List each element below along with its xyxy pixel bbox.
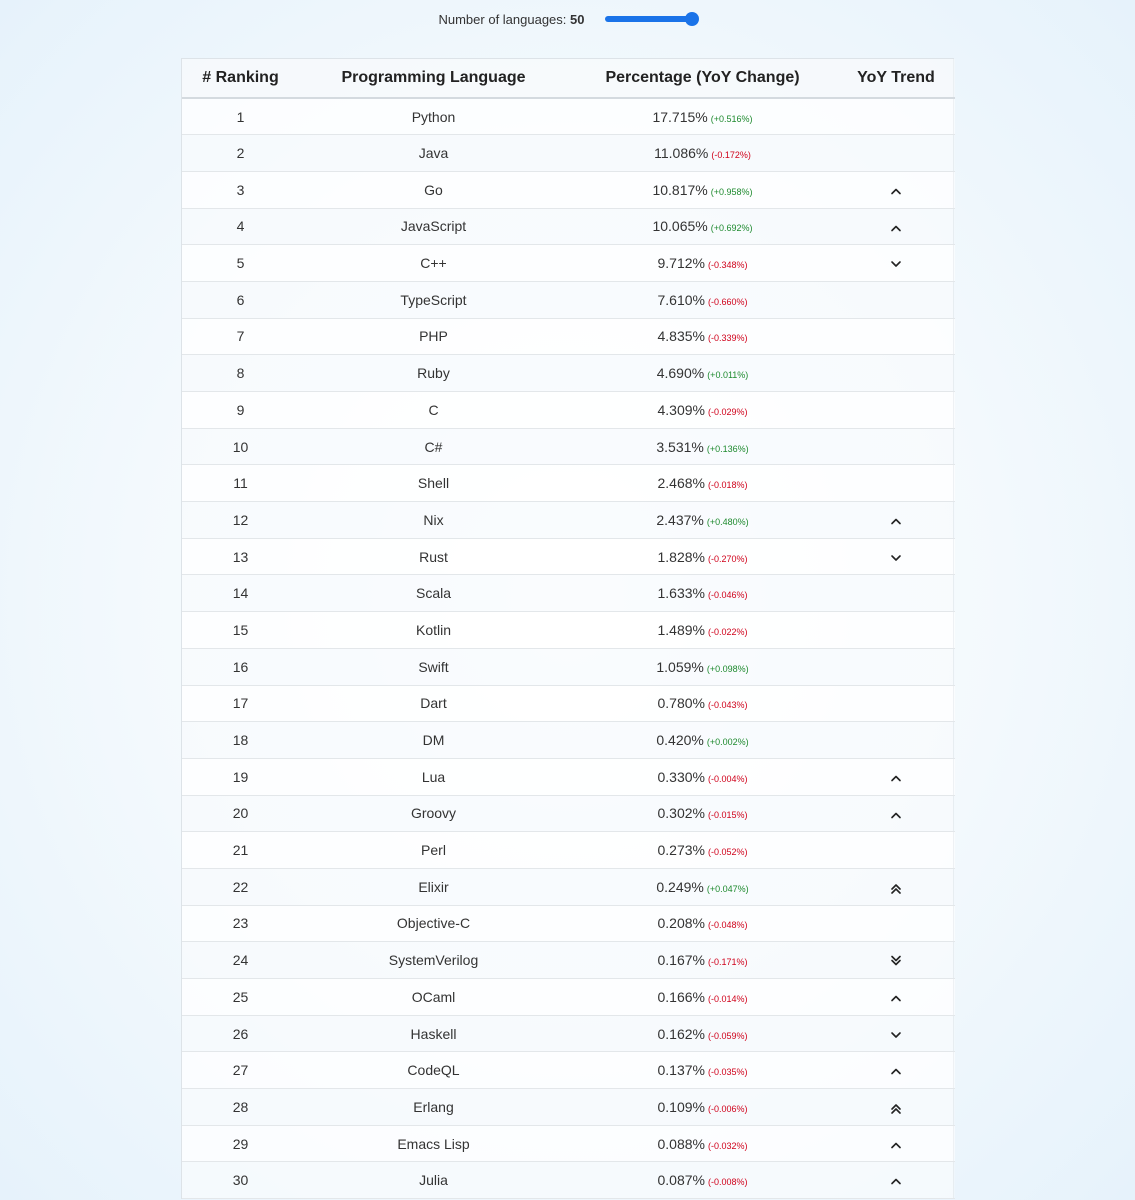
percentage-value: 0.087%: [657, 1172, 705, 1189]
table-row: [182, 1125, 955, 1162]
percentage-value: 10.065%: [652, 218, 708, 235]
chevron-down-icon: [889, 1028, 903, 1042]
percentage-value: 0.137%: [657, 1062, 705, 1079]
yoy-change-value: (-0.014%): [707, 993, 748, 1004]
yoy-change-value: (-0.046%): [707, 590, 748, 601]
trend-cell: [837, 1162, 955, 1199]
percentage-cell: [568, 355, 837, 392]
rank-cell: 6: [182, 281, 299, 318]
rank-cell: 10: [182, 428, 299, 465]
percentage-cell: [568, 281, 837, 318]
yoy-change-value: (-0.006%): [707, 1103, 748, 1114]
rank-cell: 19: [182, 758, 299, 795]
language-cell: Perl: [299, 832, 568, 869]
chevron-up-icon: [889, 514, 903, 528]
ranking-table-container: [181, 58, 954, 1199]
language-cell: Objective-C: [299, 905, 568, 942]
percentage-cell: [568, 245, 837, 282]
table-row: [182, 795, 955, 832]
rank-cell: 8: [182, 355, 299, 392]
language-count-label: [438, 12, 584, 27]
percentage-value: 0.330%: [657, 768, 705, 785]
table-row: [182, 465, 955, 502]
double-chevron-up-icon: [889, 1101, 903, 1115]
language-cell: C++: [299, 245, 568, 282]
rank-cell: 26: [182, 1015, 299, 1052]
percentage-value: 1.633%: [657, 585, 705, 602]
language-cell: JavaScript: [299, 208, 568, 245]
header-trend[interactable]: YoY Trend: [837, 59, 955, 98]
chevron-up-icon: [889, 221, 903, 235]
yoy-change-value: (+0.002%): [706, 737, 749, 748]
rank-cell: 7: [182, 318, 299, 355]
chevron-up-icon: [889, 1174, 903, 1188]
language-cell: Elixir: [299, 868, 568, 905]
chevron-up-icon: [889, 808, 903, 822]
percentage-cell: [568, 1089, 837, 1126]
yoy-change-value: (-0.172%): [711, 150, 751, 161]
trend-cell: [837, 722, 955, 759]
trend-cell: [837, 979, 955, 1016]
language-cell: Swift: [299, 648, 568, 685]
percentage-value: 1.489%: [657, 621, 705, 638]
trend-cell: [837, 832, 955, 869]
percentage-cell: [568, 612, 837, 649]
percentage-value: 0.088%: [657, 1135, 705, 1152]
yoy-change-value: (-0.052%): [707, 847, 748, 858]
yoy-change-value: (-0.018%): [707, 480, 748, 491]
language-cell: Julia: [299, 1162, 568, 1199]
percentage-cell: [568, 135, 837, 172]
language-cell: DM: [299, 722, 568, 759]
rank-cell: 20: [182, 795, 299, 832]
trend-cell: [837, 648, 955, 685]
percentage-cell: [568, 832, 837, 869]
rank-cell: 21: [182, 832, 299, 869]
language-cell: Erlang: [299, 1089, 568, 1126]
trend-cell: [837, 281, 955, 318]
percentage-value: 0.249%: [656, 878, 704, 895]
yoy-change-value: (+0.136%): [706, 443, 749, 454]
chevron-up-icon: [889, 1138, 903, 1152]
percentage-value: 0.780%: [657, 695, 705, 712]
percentage-cell: [568, 465, 837, 502]
slider-thumb[interactable]: [685, 12, 699, 26]
table-row: [182, 868, 955, 905]
trend-cell: [837, 942, 955, 979]
percentage-value: 2.437%: [656, 511, 704, 528]
table-row: [182, 942, 955, 979]
percentage-cell: [568, 98, 837, 135]
yoy-change-value: (-0.339%): [707, 333, 748, 344]
table-row: [182, 1089, 955, 1126]
trend-cell: [837, 171, 955, 208]
double-chevron-up-icon: [889, 881, 903, 895]
trend-cell: [837, 868, 955, 905]
trend-cell: [837, 1125, 955, 1162]
table-row: [182, 171, 955, 208]
percentage-cell: [568, 392, 837, 429]
table-row: [182, 318, 955, 355]
trend-cell: [837, 538, 955, 575]
language-count-label-text: Number of languages:: [438, 11, 567, 27]
yoy-change-value: (+0.480%): [706, 516, 749, 527]
language-cell: TypeScript: [299, 281, 568, 318]
rank-cell: 12: [182, 502, 299, 539]
rank-cell: 2: [182, 135, 299, 172]
language-cell: OCaml: [299, 979, 568, 1016]
percentage-cell: [568, 428, 837, 465]
percentage-value: 0.273%: [657, 842, 705, 859]
percentage-cell: [568, 942, 837, 979]
table-row: [182, 502, 955, 539]
language-cell: Python: [299, 98, 568, 135]
rank-cell: 22: [182, 868, 299, 905]
percentage-cell: [568, 502, 837, 539]
percentage-cell: [568, 208, 837, 245]
table-row: [182, 832, 955, 869]
language-cell: Rust: [299, 538, 568, 575]
percentage-value: 9.712%: [657, 255, 705, 272]
trend-cell: [837, 612, 955, 649]
rank-cell: 27: [182, 1052, 299, 1089]
header-percentage[interactable]: Percentage (YoY Change): [568, 59, 837, 98]
percentage-value: 0.162%: [657, 1025, 705, 1042]
yoy-change-value: (+0.011%): [707, 370, 749, 381]
table-row: [182, 612, 955, 649]
rank-cell: 29: [182, 1125, 299, 1162]
percentage-value: 0.167%: [657, 952, 705, 969]
rank-cell: 14: [182, 575, 299, 612]
yoy-change-value: (-0.035%): [707, 1067, 748, 1078]
percentage-cell: [568, 575, 837, 612]
yoy-change-value: (-0.048%): [707, 920, 748, 931]
table-row: [182, 208, 955, 245]
trend-cell: [837, 758, 955, 795]
rank-cell: 16: [182, 648, 299, 685]
rank-cell: 13: [182, 538, 299, 575]
percentage-value: 0.166%: [657, 988, 705, 1005]
table-row: [182, 575, 955, 612]
percentage-value: 3.531%: [656, 438, 704, 455]
language-cell: Go: [299, 171, 568, 208]
percentage-cell: [568, 758, 837, 795]
trend-cell: [837, 135, 955, 172]
percentage-value: 0.302%: [657, 805, 705, 822]
percentage-cell: [568, 1052, 837, 1089]
yoy-change-value: (-0.660%): [707, 296, 748, 307]
rank-cell: 9: [182, 392, 299, 429]
language-cell: Groovy: [299, 795, 568, 832]
percentage-cell: [568, 1162, 837, 1199]
table-row: [182, 979, 955, 1016]
table-row: [182, 538, 955, 575]
header-ranking[interactable]: # Ranking: [182, 59, 299, 98]
percentage-value: 11.086%: [654, 145, 709, 162]
trend-cell: [837, 392, 955, 429]
percentage-cell: [568, 722, 837, 759]
table-row: [182, 1015, 955, 1052]
percentage-cell: [568, 538, 837, 575]
percentage-value: 17.715%: [652, 108, 708, 125]
yoy-change-value: (-0.270%): [707, 553, 748, 564]
yoy-change-value: (-0.008%): [707, 1177, 748, 1188]
percentage-cell: [568, 318, 837, 355]
table-row: [182, 281, 955, 318]
percentage-cell: [568, 171, 837, 208]
rank-cell: 23: [182, 905, 299, 942]
language-count-slider[interactable]: [605, 12, 697, 26]
yoy-change-value: (-0.348%): [707, 260, 748, 271]
language-cell: CodeQL: [299, 1052, 568, 1089]
percentage-cell: [568, 979, 837, 1016]
language-cell: Nix: [299, 502, 568, 539]
yoy-change-value: (+0.098%): [706, 663, 749, 674]
yoy-change-value: (-0.022%): [707, 626, 748, 637]
language-cell: Emacs Lisp: [299, 1125, 568, 1162]
trend-cell: [837, 318, 955, 355]
percentage-value: 1.828%: [657, 548, 705, 565]
table-row: [182, 428, 955, 465]
table-row: [182, 135, 955, 172]
percentage-cell: [568, 905, 837, 942]
language-cell: Java: [299, 135, 568, 172]
trend-cell: [837, 1089, 955, 1126]
trend-cell: [837, 355, 955, 392]
table-row: [182, 685, 955, 722]
percentage-value: 0.109%: [657, 1098, 705, 1115]
rank-cell: 25: [182, 979, 299, 1016]
rank-cell: 5: [182, 245, 299, 282]
trend-cell: [837, 245, 955, 282]
language-cell: C: [299, 392, 568, 429]
percentage-cell: [568, 1125, 837, 1162]
percentage-cell: [568, 868, 837, 905]
rank-cell: 17: [182, 685, 299, 722]
rank-cell: 15: [182, 612, 299, 649]
header-language[interactable]: Programming Language: [299, 59, 568, 98]
language-cell: PHP: [299, 318, 568, 355]
double-chevron-down-icon: [889, 954, 903, 968]
trend-cell: [837, 208, 955, 245]
yoy-change-value: (+0.516%): [710, 113, 753, 124]
yoy-change-value: (-0.004%): [707, 773, 748, 784]
language-cell: Scala: [299, 575, 568, 612]
yoy-change-value: (-0.032%): [707, 1140, 748, 1151]
yoy-change-value: (-0.059%): [707, 1030, 748, 1041]
table-row: [182, 392, 955, 429]
percentage-cell: [568, 1015, 837, 1052]
yoy-change-value: (-0.015%): [707, 810, 748, 821]
table-row: [182, 355, 955, 392]
table-row: [182, 98, 955, 135]
percentage-value: 0.208%: [657, 915, 705, 932]
yoy-change-value: (+0.958%): [710, 186, 753, 197]
percentage-value: 1.059%: [656, 658, 704, 675]
ranking-table: [182, 59, 955, 1199]
trend-cell: [837, 98, 955, 135]
percentage-value: 4.309%: [657, 401, 705, 418]
yoy-change-value: (-0.029%): [707, 406, 748, 417]
trend-cell: [837, 685, 955, 722]
table-row: [182, 1162, 955, 1199]
yoy-change-value: (-0.043%): [707, 700, 748, 711]
percentage-value: 7.610%: [657, 291, 705, 308]
trend-cell: [837, 1052, 955, 1089]
rank-cell: 1: [182, 98, 299, 135]
trend-cell: [837, 795, 955, 832]
percentage-value: 2.468%: [657, 475, 705, 492]
language-cell: Dart: [299, 685, 568, 722]
table-row: [182, 758, 955, 795]
yoy-change-value: (-0.171%): [707, 957, 748, 968]
language-cell: C#: [299, 428, 568, 465]
percentage-value: 4.690%: [656, 365, 705, 382]
trend-cell: [837, 905, 955, 942]
percentage-value: 10.817%: [652, 181, 708, 198]
table-body: [182, 98, 955, 1199]
percentage-cell: [568, 648, 837, 685]
chevron-up-icon: [889, 184, 903, 198]
chevron-down-icon: [889, 551, 903, 565]
rank-cell: 11: [182, 465, 299, 502]
slider-track[interactable]: [605, 16, 697, 22]
percentage-value: 0.420%: [656, 732, 704, 749]
yoy-change-value: (+0.047%): [706, 883, 749, 894]
rank-cell: 18: [182, 722, 299, 759]
table-row: [182, 1052, 955, 1089]
table-row: [182, 905, 955, 942]
trend-cell: [837, 1015, 955, 1052]
language-cell: Kotlin: [299, 612, 568, 649]
language-cell: SystemVerilog: [299, 942, 568, 979]
controls-bar: [0, 0, 1135, 38]
rank-cell: 30: [182, 1162, 299, 1199]
chevron-down-icon: [889, 257, 903, 271]
percentage-cell: [568, 685, 837, 722]
trend-cell: [837, 465, 955, 502]
percentage-cell: [568, 795, 837, 832]
rank-cell: 28: [182, 1089, 299, 1126]
language-count-value: 50: [570, 11, 585, 27]
rank-cell: 3: [182, 171, 299, 208]
language-cell: Shell: [299, 465, 568, 502]
percentage-value: 4.835%: [657, 328, 705, 345]
yoy-change-value: (+0.692%): [710, 223, 753, 234]
language-cell: Ruby: [299, 355, 568, 392]
table-row: [182, 722, 955, 759]
rank-cell: 4: [182, 208, 299, 245]
trend-cell: [837, 502, 955, 539]
chevron-up-icon: [889, 991, 903, 1005]
language-cell: Lua: [299, 758, 568, 795]
table-header: [182, 59, 955, 98]
chevron-up-icon: [889, 1064, 903, 1078]
chevron-up-icon: [889, 771, 903, 785]
table-row: [182, 245, 955, 282]
language-cell: Haskell: [299, 1015, 568, 1052]
trend-cell: [837, 575, 955, 612]
trend-cell: [837, 428, 955, 465]
table-row: [182, 648, 955, 685]
rank-cell: 24: [182, 942, 299, 979]
